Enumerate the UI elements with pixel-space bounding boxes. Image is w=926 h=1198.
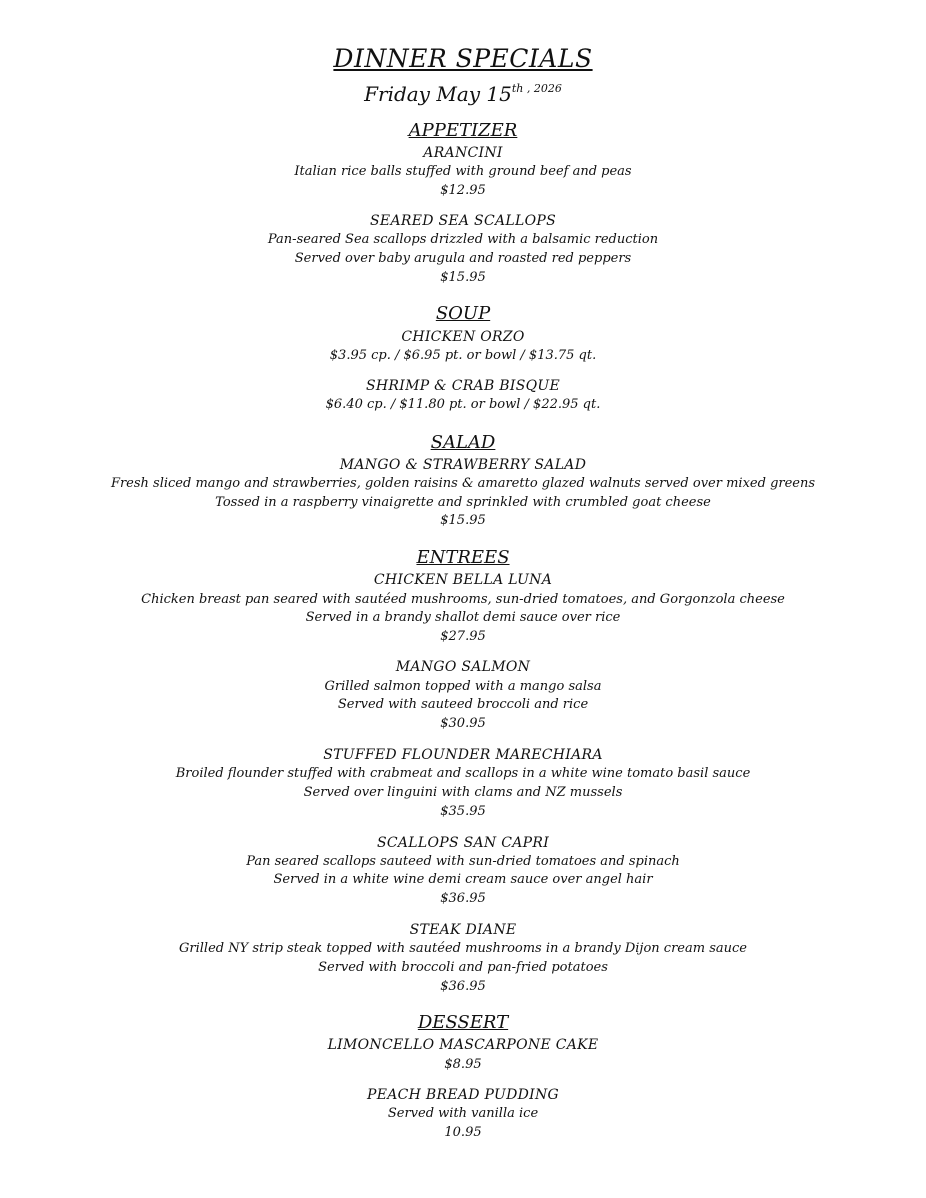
item-price: $27.95 [440,629,486,644]
item-name: SEARED SEA SCALLOPS [370,213,556,229]
item-price: $12.95 [440,183,486,198]
item-description: Served with sauteed broccoli and rice [337,697,589,712]
item-name: STEAK DIANE [409,922,517,938]
menu-date [0,76,926,107]
item-description: Served in a brandy shallot demi sauce over rice [305,610,621,625]
date-year: , 2026 [523,82,562,95]
item-name: CHICKEN ORZO [401,329,525,345]
item-name: PEACH BREAD PUDDING [366,1087,560,1103]
item-price: $3.95 cp. / $6.95 pt. or bowl / $13.75 qt. [329,348,597,363]
section-title-soup: SOUP [435,303,491,324]
item-name: STUFFED FLOUNDER MARECHIARA [323,747,603,763]
item-description: Chicken breast pan seared with sautéed mushrooms, sun-dried tomatoes, and Gorgonzola cheese [141,592,785,607]
item-price: $15.95 [440,513,486,528]
item-description: Served with broccoli and pan-fried potatoes [318,960,608,975]
item-description: Served in a white wine demi cream sauce over angel hair [273,872,653,887]
item-price: $30.95 [440,716,486,731]
item-description: Served over linguini with clams and NZ mussels [303,785,623,800]
item-price: $36.95 [440,979,486,994]
item-description: Served over baby arugula and roasted red peppers [294,251,632,266]
section-title-appetizer: APPETIZER [408,120,518,141]
page-title: DINNER SPECIALS [333,44,593,73]
item-price: 10.95 [444,1125,482,1140]
item-name: MANGO SALMON [395,659,531,675]
section-title-dessert: DESSERT [417,1012,509,1033]
item-description: Tossed in a raspberry vinaigrette and sprinkled with crumbled goat cheese [215,495,711,510]
item-price: $35.95 [440,804,486,819]
item-price: $15.95 [440,270,486,285]
section-title-entrees: ENTREES [416,547,510,568]
item-description: Broiled flounder stuffed with crabmeat and scallops in a white wine tomato basil sauce [175,766,751,781]
section-title-salad: SALAD [430,432,496,453]
item-description: Served with vanilla ice [387,1106,539,1121]
item-description: Grilled NY strip steak topped with sautéed mushrooms in a brandy Dijon cream sauce [179,941,747,956]
date-main: Friday May 15 [364,82,512,106]
item-description: Pan-seared Sea scallops drizzled with a balsamic reduction [267,232,659,247]
item-price: $6.40 cp. / $11.80 pt. or bowl / $22.95 qt. [325,397,601,412]
item-description: Fresh sliced mango and strawberries, golden raisins & amaretto glazed walnuts served over mixed greens [110,476,816,491]
item-description: Grilled salmon topped with a mango salsa [324,679,602,694]
date-suffix: th [511,82,524,95]
item-name: CHICKEN BELLA LUNA [373,572,553,588]
item-name: ARANCINI [423,145,503,161]
item-description: Pan seared scallops sauteed with sun-dried tomatoes and spinach [246,854,680,869]
item-name: SCALLOPS SAN CAPRI [376,835,550,851]
item-price: $8.95 [444,1057,482,1072]
item-price: $36.95 [440,891,486,906]
item-name: SHRIMP & CRAB BISQUE [366,378,560,394]
item-description: Italian rice balls stuffed with ground beef and peas [294,164,632,179]
item-name: LIMONCELLO MASCARPONE CAKE [327,1037,599,1053]
item-name: MANGO & STRAWBERRY SALAD [339,457,587,473]
